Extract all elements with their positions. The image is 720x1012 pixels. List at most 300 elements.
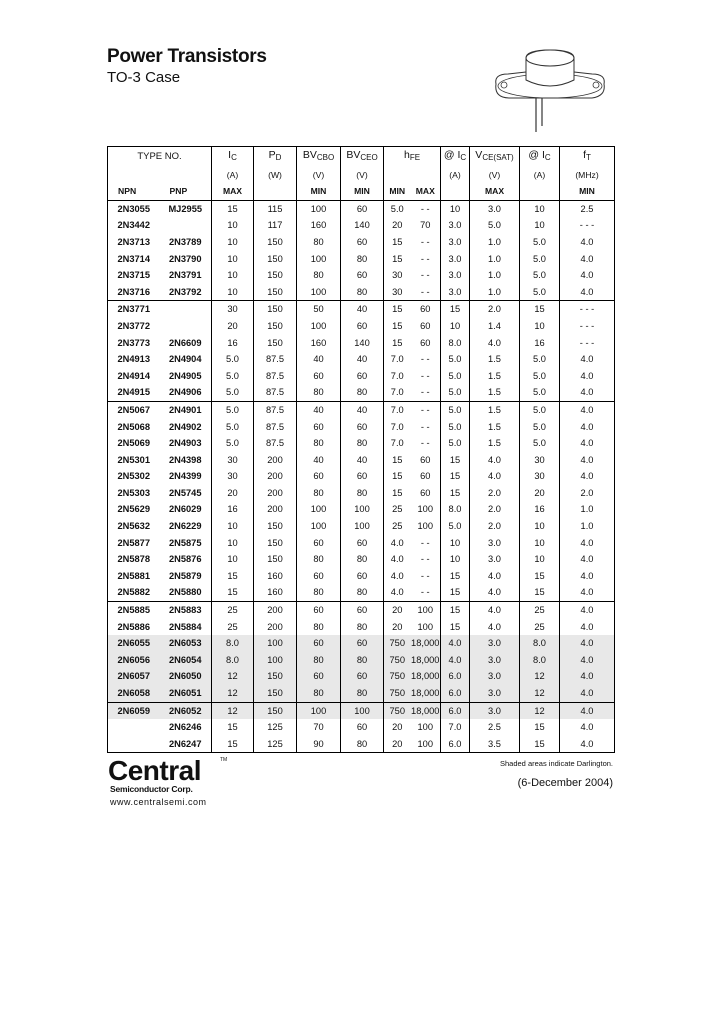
cell-hfe-min: 15 bbox=[384, 234, 411, 251]
cell-ic1: 5.0 bbox=[441, 368, 470, 385]
cell-hfe-max: 100 bbox=[417, 738, 434, 749]
cell-vce: 1.5 bbox=[470, 368, 520, 385]
cell-pd: 87.5 bbox=[254, 435, 297, 452]
cell-pd: 150 bbox=[254, 301, 297, 318]
cell-ic: 15 bbox=[212, 568, 254, 585]
cell-pd: 150 bbox=[254, 685, 297, 702]
cell-bvceo: 60 bbox=[341, 267, 384, 284]
cell-ic1: 5.0 bbox=[441, 351, 470, 368]
cell-bvcbo: 60 bbox=[297, 568, 341, 585]
cell-bvcbo: 100 bbox=[297, 518, 341, 535]
cell-ic: 20 bbox=[212, 318, 254, 335]
cell-ic1: 6.0 bbox=[441, 668, 470, 685]
cell-pd: 150 bbox=[254, 518, 297, 535]
cell-pd: 150 bbox=[254, 702, 297, 719]
cell-vce: 1.0 bbox=[470, 234, 520, 251]
cell-ic: 10 bbox=[212, 518, 254, 535]
cell-hfe-max: 60 bbox=[420, 487, 431, 498]
cell-pd: 200 bbox=[254, 452, 297, 469]
cell-hfe-max: 70 bbox=[420, 220, 431, 231]
col-ft: $f_T$ bbox=[560, 147, 615, 167]
cell-bvceo: 60 bbox=[341, 719, 384, 736]
cell-hfe-max: - - bbox=[420, 421, 430, 432]
cell-ic: 16 bbox=[212, 335, 254, 352]
cell-ft: - - - bbox=[560, 318, 615, 335]
cell-hfe-max: 100 bbox=[417, 521, 434, 532]
ic1-unit: (A) bbox=[441, 167, 470, 201]
table-row bbox=[108, 685, 615, 702]
cell-ic: 10 bbox=[212, 251, 254, 268]
cell-ft: 2.5 bbox=[560, 200, 615, 217]
cell-hfe-max: 18,000 bbox=[411, 668, 441, 685]
cell-hfe-max: 18,000 bbox=[411, 702, 441, 719]
cell-ft: 4.0 bbox=[560, 419, 615, 436]
cell-ic1: 3.0 bbox=[441, 267, 470, 284]
cell-ic1: 3.0 bbox=[441, 234, 470, 251]
table-row bbox=[108, 535, 615, 552]
cell-pd: 150 bbox=[254, 535, 297, 552]
cell-ft: 4.0 bbox=[560, 368, 615, 385]
cell-pd: 150 bbox=[254, 234, 297, 251]
cell-ft: 4.0 bbox=[560, 568, 615, 585]
cell-hfe-min: 15 bbox=[384, 335, 411, 352]
cell-bvceo: 40 bbox=[341, 401, 384, 418]
cell-hfe-min: 750 bbox=[384, 652, 411, 669]
cell-ic2: 15 bbox=[520, 568, 560, 585]
cell-bvcbo: 100 bbox=[297, 702, 341, 719]
cell-ic2: 5.0 bbox=[520, 267, 560, 284]
cell-ic: 30 bbox=[212, 452, 254, 469]
table-row bbox=[108, 551, 615, 568]
cell-pnp: 2N5883 bbox=[160, 602, 212, 619]
cell-ft: 4.0 bbox=[560, 652, 615, 669]
cell-npn: 2N5885 bbox=[108, 602, 160, 619]
cell-hfe-min: 7.0 bbox=[384, 435, 411, 452]
cell-hfe-max: - - bbox=[420, 570, 430, 581]
cell-ic2: 12 bbox=[520, 668, 560, 685]
cell-bvceo: 40 bbox=[341, 351, 384, 368]
cell-hfe-max: 100 bbox=[417, 504, 434, 515]
cell-bvceo: 60 bbox=[341, 668, 384, 685]
cell-ic2: 30 bbox=[520, 452, 560, 469]
cell-ic2: 5.0 bbox=[520, 384, 560, 401]
cell-ic2: 5.0 bbox=[520, 435, 560, 452]
cell-bvceo: 40 bbox=[341, 452, 384, 469]
cell-bvcbo: 70 bbox=[297, 719, 341, 736]
cell-npn: 2N5881 bbox=[117, 570, 151, 581]
cell-ic2: 16 bbox=[520, 335, 560, 352]
cell-ic: 5.0 bbox=[212, 435, 254, 452]
cell-ft: 4.0 bbox=[560, 584, 615, 601]
cell-hfe-min: 750 bbox=[384, 702, 411, 719]
cell-ft: 4.0 bbox=[560, 685, 615, 702]
cell-ic1: 5.0 bbox=[441, 384, 470, 401]
col-hfe: $h_{FE}$ bbox=[384, 147, 441, 167]
table-row bbox=[108, 419, 615, 436]
cell-bvceo: 80 bbox=[341, 435, 384, 452]
cell-vce: 1.5 bbox=[470, 401, 520, 418]
cell-pd: 150 bbox=[254, 551, 297, 568]
cell-bvcbo: 80 bbox=[297, 584, 341, 601]
cell-ic: 16 bbox=[212, 501, 254, 518]
cell-ft: 4.0 bbox=[560, 619, 615, 636]
cell-npn: 2N6057 bbox=[108, 668, 160, 685]
cell-pd: 100 bbox=[254, 652, 297, 669]
table-row bbox=[108, 200, 615, 217]
cell-ic: 15 bbox=[212, 736, 254, 753]
cell-bvceo: 60 bbox=[341, 535, 384, 552]
cell-npn: 2N5303 bbox=[117, 487, 151, 498]
cell-ic: 30 bbox=[212, 301, 254, 318]
cell-pnp: 2N5876 bbox=[168, 554, 202, 565]
cell-ic2: 15 bbox=[520, 301, 560, 318]
cell-ic1: 8.0 bbox=[441, 335, 470, 352]
cell-ic: 10 bbox=[212, 234, 254, 251]
table-row bbox=[108, 217, 615, 234]
cell-bvceo: 60 bbox=[341, 602, 384, 619]
cell-bvceo: 100 bbox=[341, 702, 384, 719]
table-row bbox=[108, 719, 615, 736]
cell-hfe-max: 100 bbox=[417, 722, 434, 733]
col-pnp: PNP bbox=[160, 167, 212, 201]
cell-pnp: 2N4398 bbox=[168, 454, 202, 465]
cell-ic2: 25 bbox=[520, 602, 560, 619]
cell-hfe-max: 60 bbox=[420, 337, 431, 348]
cell-ic: 10 bbox=[212, 217, 254, 234]
cell-ft: - - - bbox=[560, 301, 615, 318]
cell-pd: 115 bbox=[254, 200, 297, 217]
cell-pd: 160 bbox=[254, 584, 297, 601]
cell-hfe-max: 60 bbox=[411, 301, 441, 318]
cell-pd: 117 bbox=[254, 217, 297, 234]
cell-hfe-min: 20 bbox=[384, 719, 411, 736]
cell-npn: 2N4913 bbox=[117, 354, 151, 365]
cell-ic1: 3.0 bbox=[441, 251, 470, 268]
pd-unit: (W) bbox=[254, 167, 297, 201]
cell-bvcbo: 160 bbox=[297, 335, 341, 352]
cell-pd: 87.5 bbox=[254, 401, 297, 418]
cell-bvceo: 80 bbox=[341, 584, 384, 601]
cell-ic1: 5.0 bbox=[441, 435, 470, 452]
cell-hfe-max: - - bbox=[420, 253, 430, 264]
cell-pnp: 2N5884 bbox=[168, 621, 202, 632]
cell-hfe-min: 7.0 bbox=[384, 419, 411, 436]
cell-ft: 4.0 bbox=[560, 668, 615, 685]
cell-pnp: 2N3790 bbox=[168, 253, 202, 264]
cell-pnp: 2N6609 bbox=[168, 337, 202, 348]
cell-pnp: 2N4902 bbox=[168, 421, 202, 432]
table-row bbox=[108, 518, 615, 535]
col-bvceo: $BV_{CEO}$ bbox=[341, 147, 384, 167]
cell-bvcbo: 90 bbox=[297, 736, 341, 753]
cell-bvcbo: 80 bbox=[297, 652, 341, 669]
cell-ic1: 10 bbox=[441, 200, 470, 217]
vce-unit: (V) MAX bbox=[470, 167, 520, 201]
cell-ft: - - - bbox=[560, 217, 615, 234]
cell-hfe-max: 60 bbox=[420, 320, 431, 331]
cell-ic1: 5.0 bbox=[441, 419, 470, 436]
cell-npn: 2N3715 bbox=[117, 270, 151, 281]
cell-hfe-max: 100 bbox=[417, 621, 434, 632]
cell-ic2: 30 bbox=[520, 468, 560, 485]
cell-pnp: 2N4904 bbox=[168, 354, 202, 365]
cell-bvcbo: 40 bbox=[297, 351, 341, 368]
cell-bvcbo: 100 bbox=[297, 251, 341, 268]
cell-hfe-min: 15 bbox=[384, 251, 411, 268]
cell-ic1: 6.0 bbox=[441, 736, 470, 753]
cell-vce: 3.0 bbox=[470, 535, 520, 552]
cell-npn: 2N3713 bbox=[117, 236, 151, 247]
table-row bbox=[108, 468, 615, 485]
cell-bvcbo: 160 bbox=[297, 217, 341, 234]
cell-npn: 2N5067 bbox=[108, 401, 160, 418]
cell-ic1: 3.0 bbox=[441, 217, 470, 234]
cell-bvcbo: 100 bbox=[297, 318, 341, 335]
table-row bbox=[108, 284, 615, 301]
cell-pnp: 2N4399 bbox=[168, 471, 202, 482]
page-subtitle: TO-3 Case bbox=[107, 69, 181, 86]
cell-ic1: 7.0 bbox=[441, 719, 470, 736]
cell-hfe-max: - - bbox=[420, 354, 430, 365]
cell-ic1: 15 bbox=[441, 301, 470, 318]
cell-hfe-min: 25 bbox=[384, 501, 411, 518]
cell-hfe-max: - - bbox=[420, 286, 430, 297]
cell-ft: 4.0 bbox=[560, 435, 615, 452]
cell-ft: 4.0 bbox=[560, 702, 615, 719]
cell-ic1: 15 bbox=[441, 619, 470, 636]
cell-ic1: 15 bbox=[441, 452, 470, 469]
cell-ic2: 10 bbox=[520, 535, 560, 552]
cell-bvcbo: 80 bbox=[297, 619, 341, 636]
cell-ic: 8.0 bbox=[212, 635, 254, 652]
cell-bvcbo: 60 bbox=[297, 602, 341, 619]
cell-bvcbo: 80 bbox=[297, 384, 341, 401]
ic2-unit: (A) bbox=[520, 167, 560, 201]
cell-bvcbo: 100 bbox=[297, 284, 341, 301]
cell-ft: 4.0 bbox=[560, 719, 615, 736]
cell-hfe-min: 15 bbox=[384, 468, 411, 485]
website-link[interactable]: www.centralsemi.com bbox=[110, 797, 207, 807]
cell-bvceo: 100 bbox=[341, 518, 384, 535]
cell-vce: 2.0 bbox=[470, 485, 520, 502]
cell-ic1: 10 bbox=[441, 535, 470, 552]
cell-ft: 2.0 bbox=[560, 485, 615, 502]
cell-pnp: 2N6052 bbox=[160, 702, 212, 719]
cell-npn: 2N5302 bbox=[117, 471, 151, 482]
cell-ic: 20 bbox=[212, 485, 254, 502]
cell-hfe-min: 20 bbox=[384, 602, 411, 619]
transistor-spec-table bbox=[107, 146, 615, 753]
hfe-min: MIN bbox=[384, 167, 411, 201]
table-row bbox=[108, 251, 615, 268]
table-row bbox=[108, 267, 615, 284]
cell-vce: 3.0 bbox=[470, 635, 520, 652]
cell-pd: 150 bbox=[254, 318, 297, 335]
cell-hfe-max: - - bbox=[420, 587, 430, 598]
table-row bbox=[108, 351, 615, 368]
cell-ic1: 10 bbox=[441, 551, 470, 568]
cell-pnp: MJ2955 bbox=[160, 200, 212, 217]
cell-ic: 12 bbox=[212, 668, 254, 685]
cell-vce: 4.0 bbox=[470, 468, 520, 485]
cell-bvceo: 60 bbox=[341, 368, 384, 385]
cell-hfe-max: 18,000 bbox=[411, 652, 441, 669]
col-bvcbo: $BV_{CBO}$ bbox=[297, 147, 341, 167]
cell-bvcbo: 50 bbox=[297, 301, 341, 318]
cell-hfe-max: - - bbox=[420, 370, 430, 381]
ft-unit: (MHz) MIN bbox=[560, 167, 615, 201]
cell-bvcbo: 80 bbox=[297, 685, 341, 702]
cell-pnp: 2N6029 bbox=[168, 504, 202, 515]
header-row-symbols bbox=[108, 147, 615, 167]
cell-vce: 1.0 bbox=[470, 284, 520, 301]
cell-bvceo: 140 bbox=[341, 335, 384, 352]
table-row bbox=[108, 619, 615, 636]
cell-pnp: 2N6229 bbox=[168, 521, 202, 532]
cell-hfe-min: 25 bbox=[384, 518, 411, 535]
darlington-note: Shaded areas indicate Darlington. bbox=[500, 759, 613, 768]
cell-vce: 2.5 bbox=[470, 719, 520, 736]
cell-pnp: 2N4901 bbox=[160, 401, 212, 418]
cell-ic2: 15 bbox=[520, 719, 560, 736]
cell-ic1: 10 bbox=[441, 318, 470, 335]
cell-hfe-min: 5.0 bbox=[384, 200, 411, 217]
cell-bvcbo: 100 bbox=[297, 501, 341, 518]
cell-ft: 1.0 bbox=[560, 518, 615, 535]
cell-bvceo: 140 bbox=[341, 217, 384, 234]
cell-bvceo: 80 bbox=[341, 384, 384, 401]
cell-bvcbo: 80 bbox=[297, 435, 341, 452]
cell-pd: 200 bbox=[254, 468, 297, 485]
cell-npn: 2N6056 bbox=[108, 652, 160, 669]
cell-ic2: 10 bbox=[520, 551, 560, 568]
table-row bbox=[108, 318, 615, 335]
cell-vce: 3.0 bbox=[470, 702, 520, 719]
table-row bbox=[108, 401, 615, 418]
cell-bvceo: 60 bbox=[341, 200, 384, 217]
cell-hfe-max: 60 bbox=[420, 454, 431, 465]
cell-pnp: 2N6246 bbox=[168, 722, 202, 733]
cell-ic2: 5.0 bbox=[520, 419, 560, 436]
trademark-mark: TM bbox=[220, 757, 228, 763]
cell-ic: 5.0 bbox=[212, 384, 254, 401]
cell-hfe-min: 7.0 bbox=[384, 368, 411, 385]
cell-ic: 5.0 bbox=[212, 351, 254, 368]
cell-vce: 3.0 bbox=[470, 551, 520, 568]
table-row bbox=[108, 485, 615, 502]
cell-vce: 3.0 bbox=[470, 652, 520, 669]
col-at-ic-1: @ $I_C$ bbox=[441, 147, 470, 167]
cell-pd: 160 bbox=[254, 568, 297, 585]
table-row bbox=[108, 501, 615, 518]
cell-pnp: 2N5745 bbox=[168, 487, 202, 498]
cell-ft: 4.0 bbox=[560, 602, 615, 619]
cell-bvcbo: 60 bbox=[297, 368, 341, 385]
cell-pnp: 2N3791 bbox=[168, 270, 202, 281]
cell-pnp: 2N5875 bbox=[168, 537, 202, 548]
cell-ic1: 15 bbox=[441, 468, 470, 485]
col-at-ic-2: @ $I_C$ bbox=[520, 147, 560, 167]
cell-pd: 87.5 bbox=[254, 368, 297, 385]
table-row bbox=[108, 368, 615, 385]
cell-bvceo: 80 bbox=[341, 551, 384, 568]
bvcbo-unit: (V) MIN bbox=[297, 167, 341, 201]
cell-vce: 4.0 bbox=[470, 584, 520, 601]
cell-pd: 125 bbox=[254, 736, 297, 753]
cell-hfe-max: - - bbox=[411, 401, 441, 418]
cell-pnp bbox=[160, 301, 212, 318]
cell-hfe-max: - - bbox=[420, 236, 430, 247]
cell-ic: 8.0 bbox=[212, 652, 254, 669]
cell-ic2: 12 bbox=[520, 702, 560, 719]
cell-hfe-max: - - bbox=[420, 387, 430, 398]
cell-ic1: 15 bbox=[441, 485, 470, 502]
cell-pnp: 2N4905 bbox=[168, 370, 202, 381]
cell-hfe-min: 750 bbox=[384, 635, 411, 652]
table-row bbox=[108, 568, 615, 585]
table-row bbox=[108, 602, 615, 619]
cell-bvceo: 80 bbox=[341, 652, 384, 669]
cell-ic1: 4.0 bbox=[441, 635, 470, 652]
table-row bbox=[108, 301, 615, 318]
col-pd: $P_D$ bbox=[254, 147, 297, 167]
cell-ic2: 10 bbox=[520, 217, 560, 234]
cell-npn: 2N5878 bbox=[117, 554, 151, 565]
cell-ic: 30 bbox=[212, 468, 254, 485]
cell-ic1: 5.0 bbox=[441, 401, 470, 418]
cell-pnp: 2N6053 bbox=[160, 635, 212, 652]
cell-vce: 4.0 bbox=[470, 335, 520, 352]
cell-npn: 2N5068 bbox=[117, 421, 151, 432]
cell-pd: 150 bbox=[254, 267, 297, 284]
cell-npn: 2N3772 bbox=[117, 320, 151, 331]
cell-ft: 4.0 bbox=[560, 452, 615, 469]
cell-bvceo: 60 bbox=[341, 468, 384, 485]
spec-table-body bbox=[108, 200, 615, 753]
cell-bvceo: 60 bbox=[341, 234, 384, 251]
cell-ic: 5.0 bbox=[212, 401, 254, 418]
cell-npn: 2N5877 bbox=[117, 537, 151, 548]
cell-pnp: 2N4903 bbox=[168, 438, 202, 449]
cell-ic: 15 bbox=[212, 200, 254, 217]
cell-ic: 12 bbox=[212, 685, 254, 702]
cell-ic: 10 bbox=[212, 284, 254, 301]
central-logo: Central bbox=[108, 755, 201, 786]
cell-pnp: 2N3792 bbox=[168, 286, 202, 297]
cell-vce: 2.0 bbox=[470, 301, 520, 318]
cell-npn: 2N5882 bbox=[117, 587, 151, 598]
cell-hfe-min: 4.0 bbox=[384, 584, 411, 601]
cell-ft: 4.0 bbox=[560, 234, 615, 251]
cell-bvcbo: 80 bbox=[297, 485, 341, 502]
cell-hfe-max: - - bbox=[420, 270, 430, 281]
cell-pd: 200 bbox=[254, 485, 297, 502]
cell-ic1: 8.0 bbox=[441, 501, 470, 518]
cell-ic1: 4.0 bbox=[441, 652, 470, 669]
table-row bbox=[108, 635, 615, 652]
cell-hfe-max: - - bbox=[420, 438, 430, 449]
cell-hfe-min: 30 bbox=[384, 267, 411, 284]
cell-ic2: 5.0 bbox=[520, 368, 560, 385]
cell-ic2: 8.0 bbox=[520, 635, 560, 652]
header-row-units bbox=[108, 167, 615, 201]
cell-ic2: 10 bbox=[520, 200, 560, 217]
cell-ft: 4.0 bbox=[560, 384, 615, 401]
cell-bvcbo: 60 bbox=[297, 468, 341, 485]
cell-hfe-min: 20 bbox=[384, 619, 411, 636]
cell-hfe-min: 4.0 bbox=[384, 568, 411, 585]
cell-hfe-max: - - bbox=[411, 200, 441, 217]
